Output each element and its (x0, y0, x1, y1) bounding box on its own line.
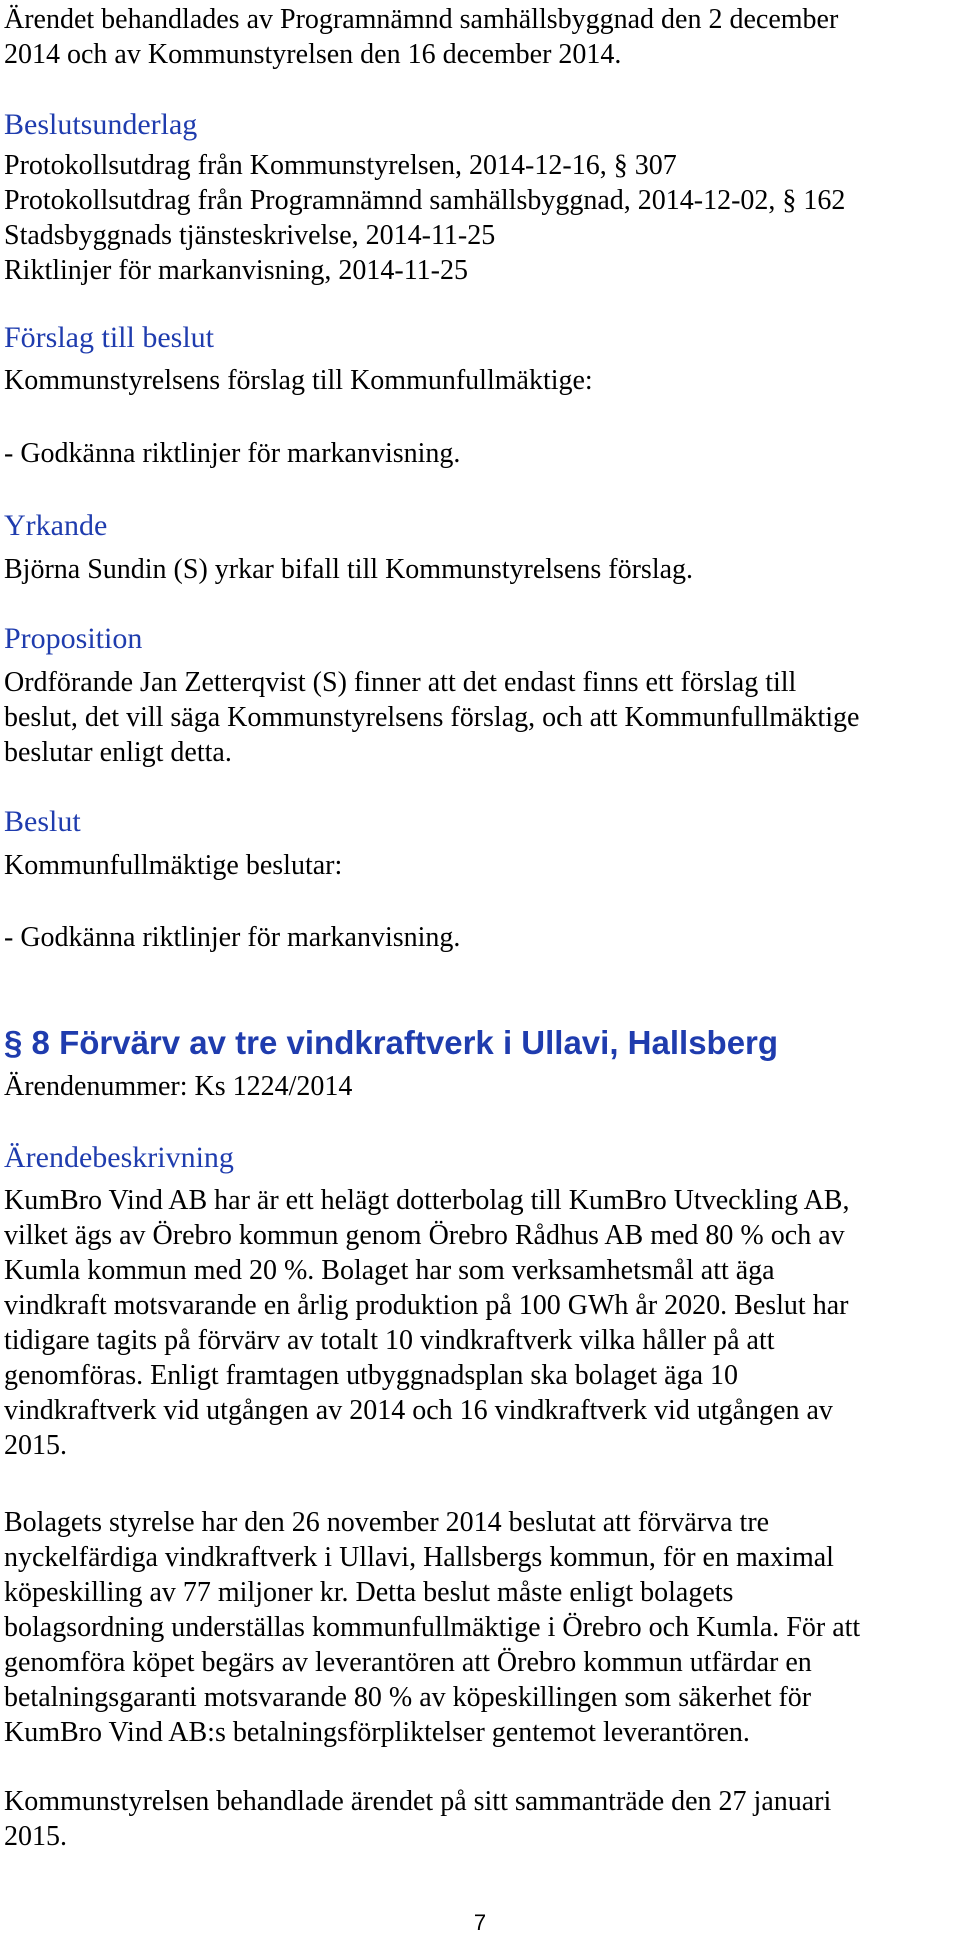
beslut-item: - Godkänna riktlinjer för markanvisning. (4, 922, 461, 953)
underlag-item: Stadsbyggnads tjänsteskrivelse, 2014-11-25 (4, 220, 496, 251)
underlag-item: Protokollsutdrag från Kommunstyrelsen, 2014-12-16, § 307 (4, 150, 677, 181)
section-number: 8 (31, 1024, 50, 1061)
forslag-item: - Godkänna riktlinjer för markanvisning. (4, 438, 461, 469)
underlag-item: Riktlinjer för markanvisning, 2014-11-25 (4, 255, 468, 286)
forslag-heading: Förslag till beslut (4, 321, 214, 354)
proposition-text: Ordförande Jan Zetterqvist (S) finner att det endast finns ett förslag till beslut, det vill säga Kommunstyrelsens förslag, och att Kommunfullmäktige beslutar enligt detta. (4, 667, 860, 768)
section-title (4, 1023, 778, 1063)
page-number: 7 (473, 1910, 487, 1935)
description-paragraph-1: KumBro Vind AB har är ett helägt dotterbolag till KumBro Utveckling AB, vilket ägs av Örebro kommun genom Örebro Rådhus AB med 80 % och av Kumla kommun med 20 %. Bolaget har som verksamhetsmål att äga vindkraft motsvarande en årlig produktion på 100 GWh år 2020. Beslut har tidigare tagits på förvärv av totalt 10 vindkraftverk vilka håller på att genomföras. Enligt framtagen utbyggnadsplan ska bolaget äga 10 vindkraftverk vid utgången av 2014 och 16 vindkraftverk vid utgången av 2015. (4, 1185, 850, 1461)
case-number: Ärendenummer: Ks 1224/2014 (4, 1071, 353, 1102)
beslutsunderlag-heading: Beslutsunderlag (4, 108, 198, 141)
intro-paragraph: Ärendet behandlades av Programnämnd samhällsbyggnad den 2 december 2014 och av Kommunstyrelsen den 16 december 2014. (4, 4, 839, 70)
beslut-lead: Kommunfullmäktige beslutar: (4, 850, 343, 881)
description-paragraph-2: Bolagets styrelse har den 26 november 2014 beslutat att förvärva tre nyckelfärdiga vindkraftverk i Ullavi, Hallsbergs kommun, för en maximal köpeskilling av 77 miljoner kr. Detta beslut måste enligt bolagets bolagsordning underställas kommunfullmäktige i Örebro och Kumla. För att genomföra köpet begärs av leverantören att Örebro kommun utfärdar en betalningsgaranti motsvarande 80 % av köpeskillingen som säkerhet för KumBro Vind AB:s betalningsförpliktelser gentemot leverantören. (4, 1507, 861, 1748)
paragraph-sign: § (4, 1024, 23, 1061)
section-title-text: Förvärv av tre vindkraftverk i Ullavi, Hallsberg (59, 1024, 779, 1061)
description-paragraph-3: Kommunstyrelsen behandlade ärendet på sitt sammanträde den 27 januari 2015. (4, 1786, 832, 1852)
arendebeskrivning-heading: Ärendebeskrivning (4, 1141, 234, 1174)
forslag-lead: Kommunstyrelsens förslag till Kommunfullmäktige: (4, 365, 593, 396)
proposition-heading: Proposition (4, 622, 143, 655)
beslutsunderlag-list (4, 148, 952, 288)
yrkande-text: Björna Sundin (S) yrkar bifall till Kommunstyrelsens förslag. (4, 554, 694, 585)
beslut-heading: Beslut (4, 805, 81, 838)
yrkande-heading: Yrkande (4, 509, 108, 542)
underlag-item: Protokollsutdrag från Programnämnd samhällsbyggnad, 2014-12-02, § 162 (4, 185, 846, 216)
